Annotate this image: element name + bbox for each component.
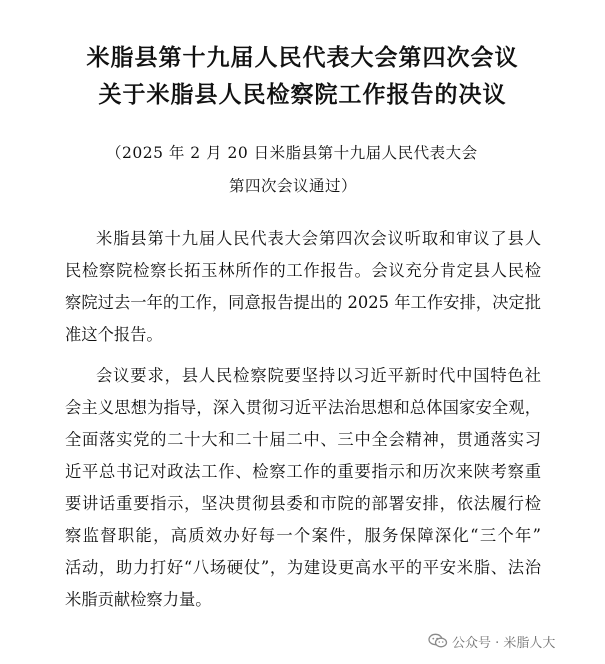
paragraph-2-line-7: 活动，助力打好“八场硬仗”，为建设更高水平的平安米脂、法治: [65, 558, 541, 577]
document-title-line-2: 关于米脂县人民检察院工作报告的决议: [98, 82, 507, 108]
wechat-official-account-icon: [428, 633, 448, 649]
adoption-note-line-2: 第四次会议通过）: [229, 177, 358, 195]
paragraph-2-line-8: 米脂贡献检察力量。: [65, 590, 212, 609]
document-title-line-1: 米脂县第十九届人民代表大会第四次会议: [86, 45, 519, 71]
paragraph-2-line-4: 近平总书记对政法工作、检察工作的重要指示和历次来陕考察重: [65, 462, 541, 481]
paragraph-2-line-1: 会议要求，县人民检察院要坚持以习近平新时代中国特色社: [96, 366, 541, 385]
paragraph-2-line-5: 要讲话重要指示，坚决贯彻县委和市院的部署安排，依法履行检: [65, 494, 541, 513]
paragraph-2-line-2: 会主义思想为指导，深入贯彻习近平法治思想和总体国家安全观，: [65, 398, 541, 417]
watermark-text: 公众号 · 米脂人大: [452, 635, 556, 651]
paragraph-1-line-4: 准这个报告。: [65, 325, 163, 344]
paragraph-2-line-6: 察监督职能，高质效办好每一个案件，服务保障深化“三个年”: [65, 526, 541, 545]
paragraph-2-line-3: 全面落实党的二十大和二十届二中、三中全会精神，贯通落实习: [65, 430, 541, 449]
source-watermark: [428, 630, 555, 652]
paragraph-1-line-1: 米脂县第十九届人民代表大会第四次会议听取和审议了县人: [96, 229, 541, 248]
paragraph-1-line-2: 民检察院检察长拓玉林所作的工作报告。会议充分肯定县人民检: [65, 261, 541, 280]
adoption-note-line-1: （2025 年 2 月 20 日米脂县第十九届人民代表大会: [106, 144, 478, 162]
paragraph-1-line-3: 察院过去一年的工作，同意报告提出的 2025 年工作安排，决定批: [65, 293, 541, 312]
